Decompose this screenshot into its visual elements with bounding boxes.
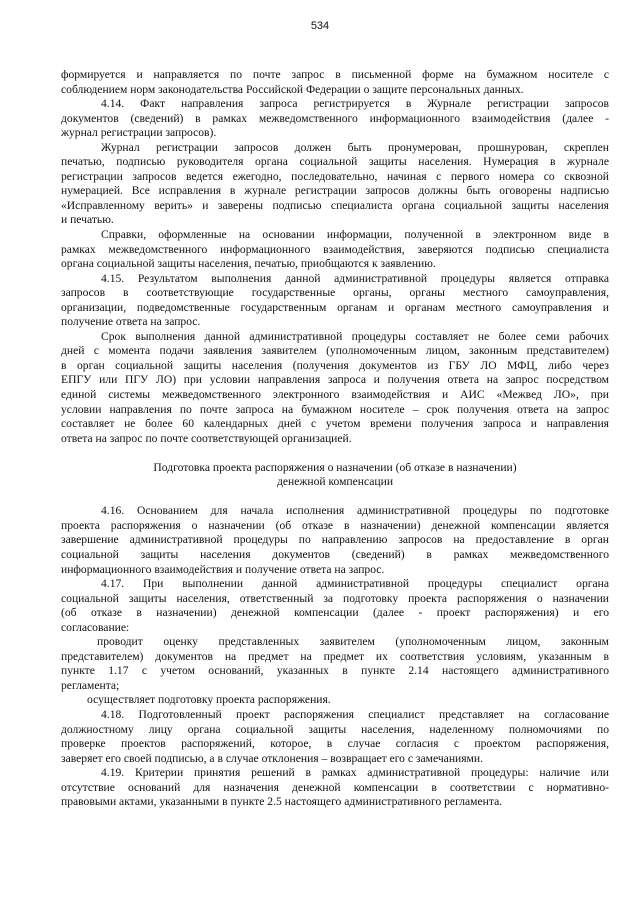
text-line: и печатью.: [61, 213, 114, 227]
document-body: [61, 68, 609, 810]
text-line: завершение административной процедуры по направлению запросов на предоставление в орган: [61, 533, 609, 547]
text-line: информационного взаимодействия и получение ответа на запрос.: [61, 562, 385, 576]
text-line: должностному лицу органа социальной защиты населения, наделенному полномочиями по: [61, 722, 609, 736]
text-line: регламента;: [61, 678, 120, 692]
text-line: формируется и направляется по почте запрос в письменной форме на бумажном носителе с: [61, 68, 609, 81]
text-line: согласование:: [61, 620, 130, 634]
text-line: условии направления по почте запроса на бумажном носителе – срок получения ответа на запрос: [61, 402, 609, 416]
text-line: «Исправленному верить» и заверены подписью специалиста органа социальной защиты населения: [61, 198, 609, 212]
section-heading-line: Подготовка проекта распоряжения о назначении (об отказе в назначении): [153, 460, 517, 474]
text-line: рамках межведомственного информационного взаимодействия, заверяются подписью специалиста: [61, 242, 609, 256]
text-line: в орган социальной защиты населения (получения документов из ГБУ ЛО МФЦ, либо через: [61, 358, 609, 372]
text-line: 4.15. Результатом выполнения данной административной процедуры является отправка: [101, 271, 609, 285]
text-line: журнал регистрации запросов).: [61, 126, 217, 140]
text-line: социальной защиты населения документов (сведений) в рамках межведомственного: [61, 547, 609, 561]
text-line: проверке проектов распоряжений, которое, в случае согласия с проектом распоряжения,: [61, 737, 609, 751]
text-line: 4.14. Факт направления запроса регистрируется в Журнале регистрации запросов: [101, 97, 609, 111]
text-line: составляет не более 60 календарных дней с учетом времени получения запроса и направления: [61, 417, 609, 431]
text-line: нумерацией. Все исправления в журнале регистрации запросов должны быть оговорены надписью: [61, 184, 609, 198]
text-line: Журнал регистрации запросов должен быть пронумерован, прошнурован, скреплен: [101, 140, 609, 154]
text-line: единой системы межведомственного электронного взаимодействия и АИС «Межвед ЛО», при: [61, 388, 609, 402]
blank-line: [61, 490, 609, 505]
text-line: правовыми актами, указанными в пункте 2.5 настоящего административного регламента.: [61, 795, 503, 809]
text-line: регистрации запросов ведется ежегодно, последовательно, начиная с первого номера со сквозной: [61, 169, 609, 183]
text-line: проводит оценку представленных заявителем (уполномоченным лицом, законным: [97, 635, 609, 649]
text-line: ЕПГУ или ПГУ ЛО) при условии направления запроса и получения ответа на запрос посредством: [61, 373, 609, 387]
text-line: заверяет его своей подписью, а в случае отклонения – возвращает его с замечаниями.: [61, 751, 483, 765]
text-line: (об отказе в назначении) денежной компенсации (далее - проект распоряжения) и его: [61, 606, 609, 620]
text-line: осуществляет подготовку проекта распоряжения.: [87, 693, 331, 707]
text-line: получение ответа на запрос.: [61, 315, 201, 329]
text-line: органа социальной защиты населения, печатью, приобщаются к заявлению.: [61, 257, 436, 271]
text-line: 4.17. При выполнении данной административной процедуры специалист органа: [101, 577, 609, 591]
text-line: ответа на запрос по почте соответствующей организацией.: [61, 431, 352, 445]
text-line: дней с момента подачи заявления заявителем (уполномоченным лицом, законным представителем): [61, 344, 609, 358]
blank-line: [61, 446, 609, 461]
text-line: Срок выполнения данной административной процедуры составляет не более семи рабочих: [101, 329, 609, 343]
section-heading-line: денежной компенсации: [276, 475, 394, 489]
text-line: печатью, подписью руководителя органа социальной защиты населения. Нумерация в журнале: [61, 155, 609, 169]
text-line: организации, подведомственные государственным органам и органам местного самоуправления и: [61, 300, 609, 314]
text-line: социальной защиты населения, ответственный за подготовку проекта распоряжения о назначении: [61, 591, 609, 605]
text-line: отсутствие оснований для назначения денежной компенсации в соответствии с нормативно-: [61, 780, 609, 794]
text-line: соблюдением норм законодательства Российской Федерации о защите персональных данных.: [61, 82, 524, 96]
text-line: пункте 1.17 с учетом оснований, указанных в пункте 2.14 настоящего административного: [61, 664, 609, 678]
text-line: Справки, оформленные на основании информации, полученной в электронном виде в: [101, 228, 609, 242]
page-number: 534: [310, 20, 330, 32]
text-line: запросов в соответствующие государственные органы, органы местного самоуправления,: [61, 286, 609, 300]
text-line: 4.18. Подготовленный проект распоряжения специалист представляет на согласование: [101, 707, 609, 721]
text-line: документов (сведений) в рамках межведомственного информационного взаимодействия (далее -: [61, 111, 609, 125]
text-line: проекта распоряжения о назначении (об отказе в назначении) денежной компенсации является: [61, 518, 609, 532]
text-line: представителем) документов на предмет на предмет их соответствия условиям, указанным в: [61, 649, 609, 663]
text-line: 4.19. Критерии принятия решений в рамках административной процедуры: наличие или: [101, 766, 609, 780]
text-line: 4.16. Основанием для начала исполнения административной процедуры по подготовке: [101, 504, 609, 518]
